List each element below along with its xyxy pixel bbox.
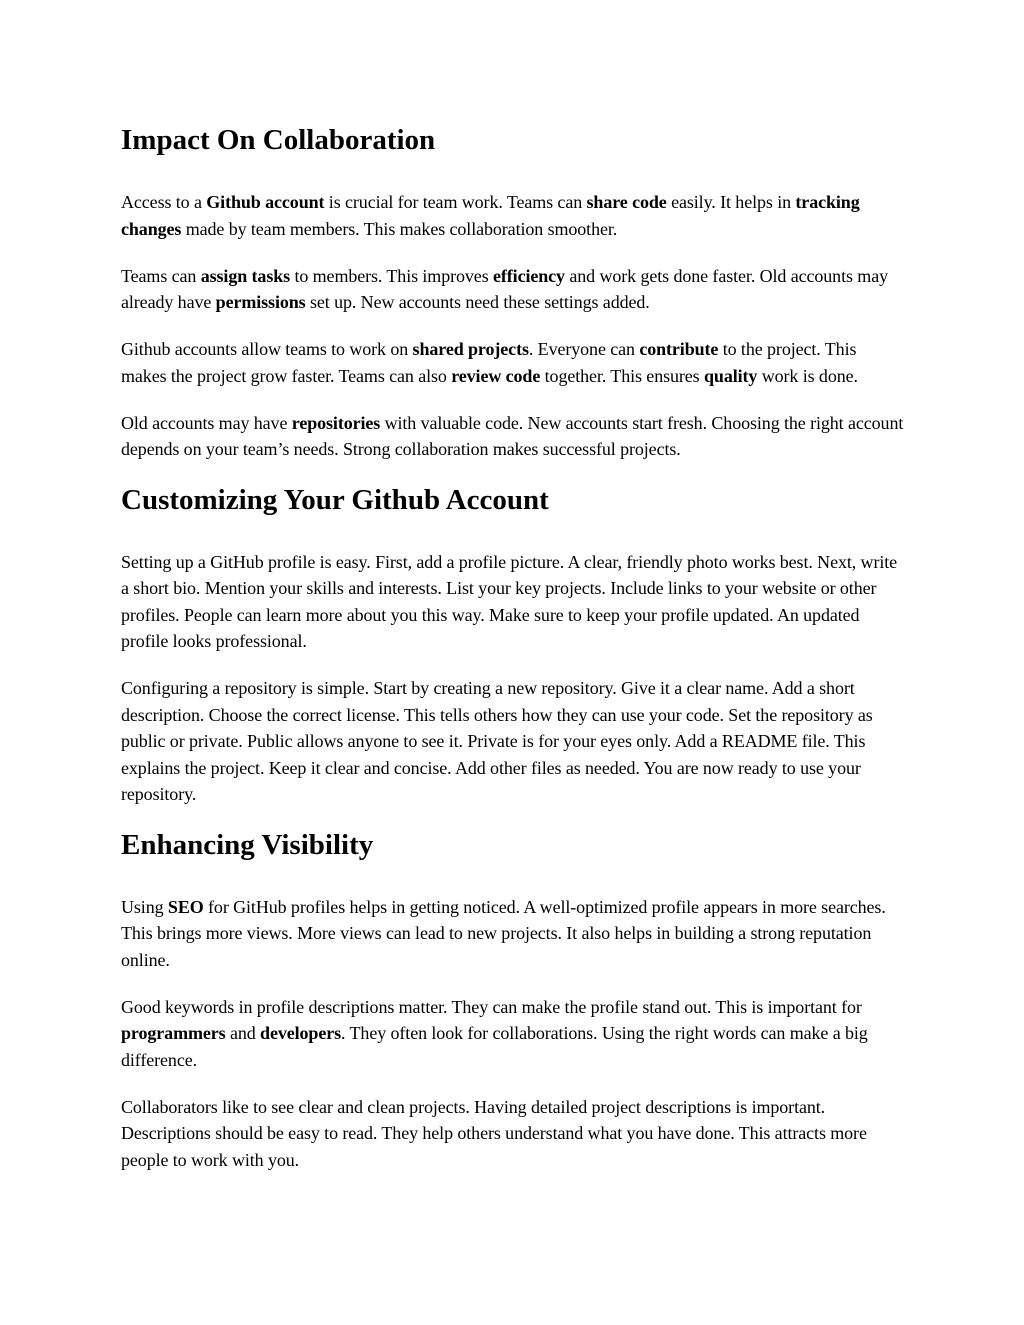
text-run: and work gets done faster. Old accounts may already have: [121, 265, 888, 312]
bold-text: review code: [451, 365, 541, 386]
section-heading-impact-on-collaboration: Impact On Collaboration: [121, 124, 436, 156]
text-run: made by team members. This makes collaboration smoother.: [181, 218, 618, 239]
text-run: Setting up a GitHub profile is easy. First, add a profile picture. A clear, friendly photo works best. Next, write a short bio. Mention your skills and interests. List your key projects. Include links to your website or other profiles. People can learn more about you this way. Make sure to keep your profile updated. An updated profile looks professional.: [121, 551, 898, 651]
paragraph: [121, 675, 906, 808]
text-run: to the project. This makes the project grow faster. Teams can also: [121, 339, 857, 386]
bold-text: SEO: [167, 896, 204, 917]
paragraph: [121, 1094, 906, 1174]
bold-text: efficiency: [493, 265, 565, 286]
paragraph: [121, 894, 906, 974]
text-run: for GitHub profiles helps in getting noticed. A well-optimized profile appears in more searches. This brings more views. More views can lead to new projects. It also helps in building a strong reputation online.: [121, 896, 886, 970]
paragraph: [121, 263, 906, 316]
text-run: Configuring a repository is simple. Start by creating a new repository. Give it a clear name. Add a short description. Choose the correct license. This tells others how they can use your code. Set the repository as public or private. Public allows anyone to see it. Private is for your eyes only. Add a README file. This explains the project. Keep it clear and concise. Add other files as needed. You are now ready to use your repository.: [121, 678, 873, 804]
text-run: easily. It helps in: [666, 192, 796, 212]
text-run: Access to a: [121, 192, 207, 212]
text-run: set up. New accounts need these settings added.: [305, 292, 650, 312]
text-run: . They often look for collaborations. Using the right words can make a big difference.: [121, 1023, 868, 1070]
document-page: [121, 108, 906, 1173]
paragraph: [121, 336, 906, 389]
bold-text: assign tasks: [200, 265, 291, 286]
section-heading-customizing-your-github-account: Customizing Your Github Account: [121, 483, 549, 516]
text-run: work is done.: [757, 365, 858, 386]
bold-text: repositories: [291, 412, 381, 433]
text-run: Github accounts allow teams to work on: [121, 339, 413, 359]
section-heading-enhancing-visibility: Enhancing Visibility: [121, 828, 374, 861]
text-run: . Everyone can: [528, 339, 640, 359]
text-run: Collaborators like to see clear and clean projects. Having detailed project descriptions is important. Descriptions should be easy to read. They help others understand what you have done. This attracts more people to work with you.: [121, 1096, 867, 1170]
paragraph: [121, 549, 906, 655]
bold-text: shared projects: [412, 339, 529, 359]
text-run: and: [225, 1023, 261, 1043]
text-run: Old accounts may have: [121, 412, 292, 433]
text-run: to members. This improves: [290, 265, 493, 286]
text-run: together. This ensures: [540, 365, 704, 386]
bold-text: quality: [704, 365, 758, 386]
bold-text: share code: [586, 192, 667, 212]
bold-text: tracking changes: [121, 192, 860, 239]
bold-text: developers: [260, 1023, 342, 1043]
bold-text: contribute: [639, 339, 719, 359]
text-run: Good keywords in profile descriptions matter. They can make the profile stand out. This is important for: [121, 996, 862, 1017]
paragraph: [121, 189, 906, 242]
text-run: with valuable code. New accounts start fresh. Choosing the right account depends on your team’s needs. Strong collaboration makes successful projects.: [121, 412, 904, 459]
bold-text: permissions: [215, 292, 306, 312]
text-run: Using: [121, 896, 168, 917]
bold-text: Github account: [206, 192, 325, 212]
paragraph: [121, 410, 906, 463]
paragraph: [121, 994, 906, 1074]
text-run: is crucial for team work. Teams can: [324, 192, 587, 212]
bold-text: programmers: [121, 1023, 226, 1043]
text-run: Teams can: [121, 265, 201, 286]
